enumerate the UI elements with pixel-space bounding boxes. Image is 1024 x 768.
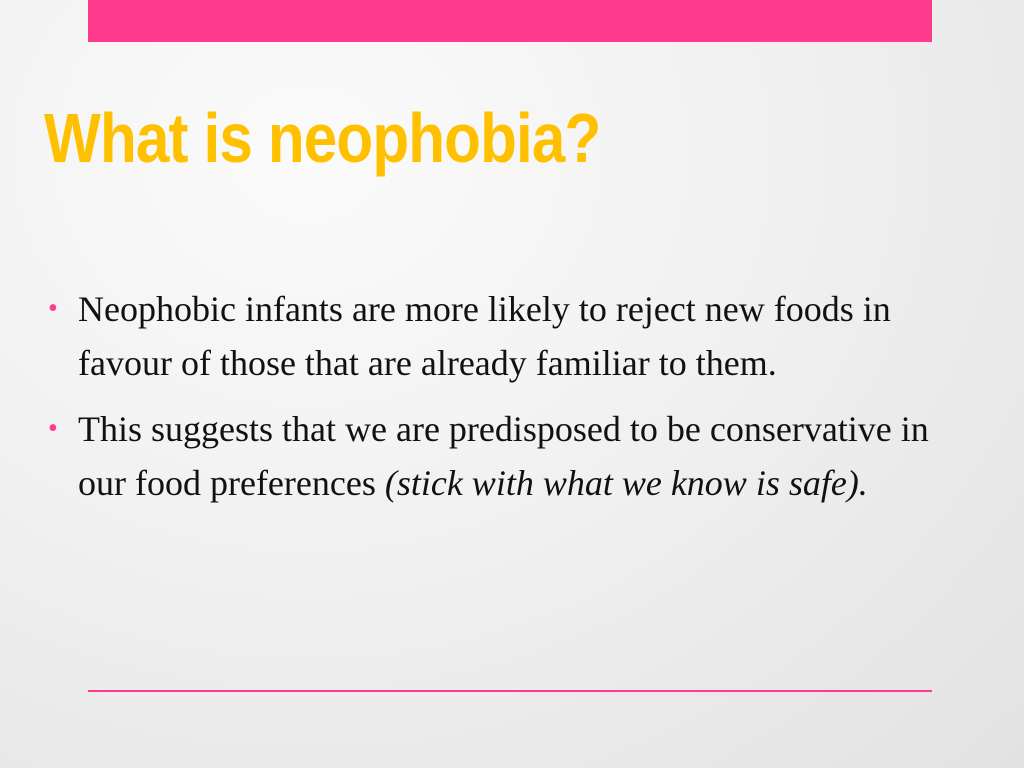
bullet-text: Neophobic infants are more likely to reject new foods in favour of those that are already familiar to them. (78, 289, 891, 383)
bullet-item (48, 282, 978, 390)
bullet-text: This suggests that we are predisposed to be conservative in our food preferences (78, 409, 929, 503)
bullet-list (48, 282, 978, 522)
bullet-emphasis-text: (stick with what we know is safe). (384, 463, 868, 503)
bullet-icon: • (48, 293, 58, 324)
bottom-accent-line (88, 690, 932, 692)
bullet-item (48, 402, 978, 510)
slide-title: What is neophobia? (44, 99, 601, 177)
bullet-icon: • (48, 413, 58, 444)
top-accent-bar (88, 0, 932, 42)
